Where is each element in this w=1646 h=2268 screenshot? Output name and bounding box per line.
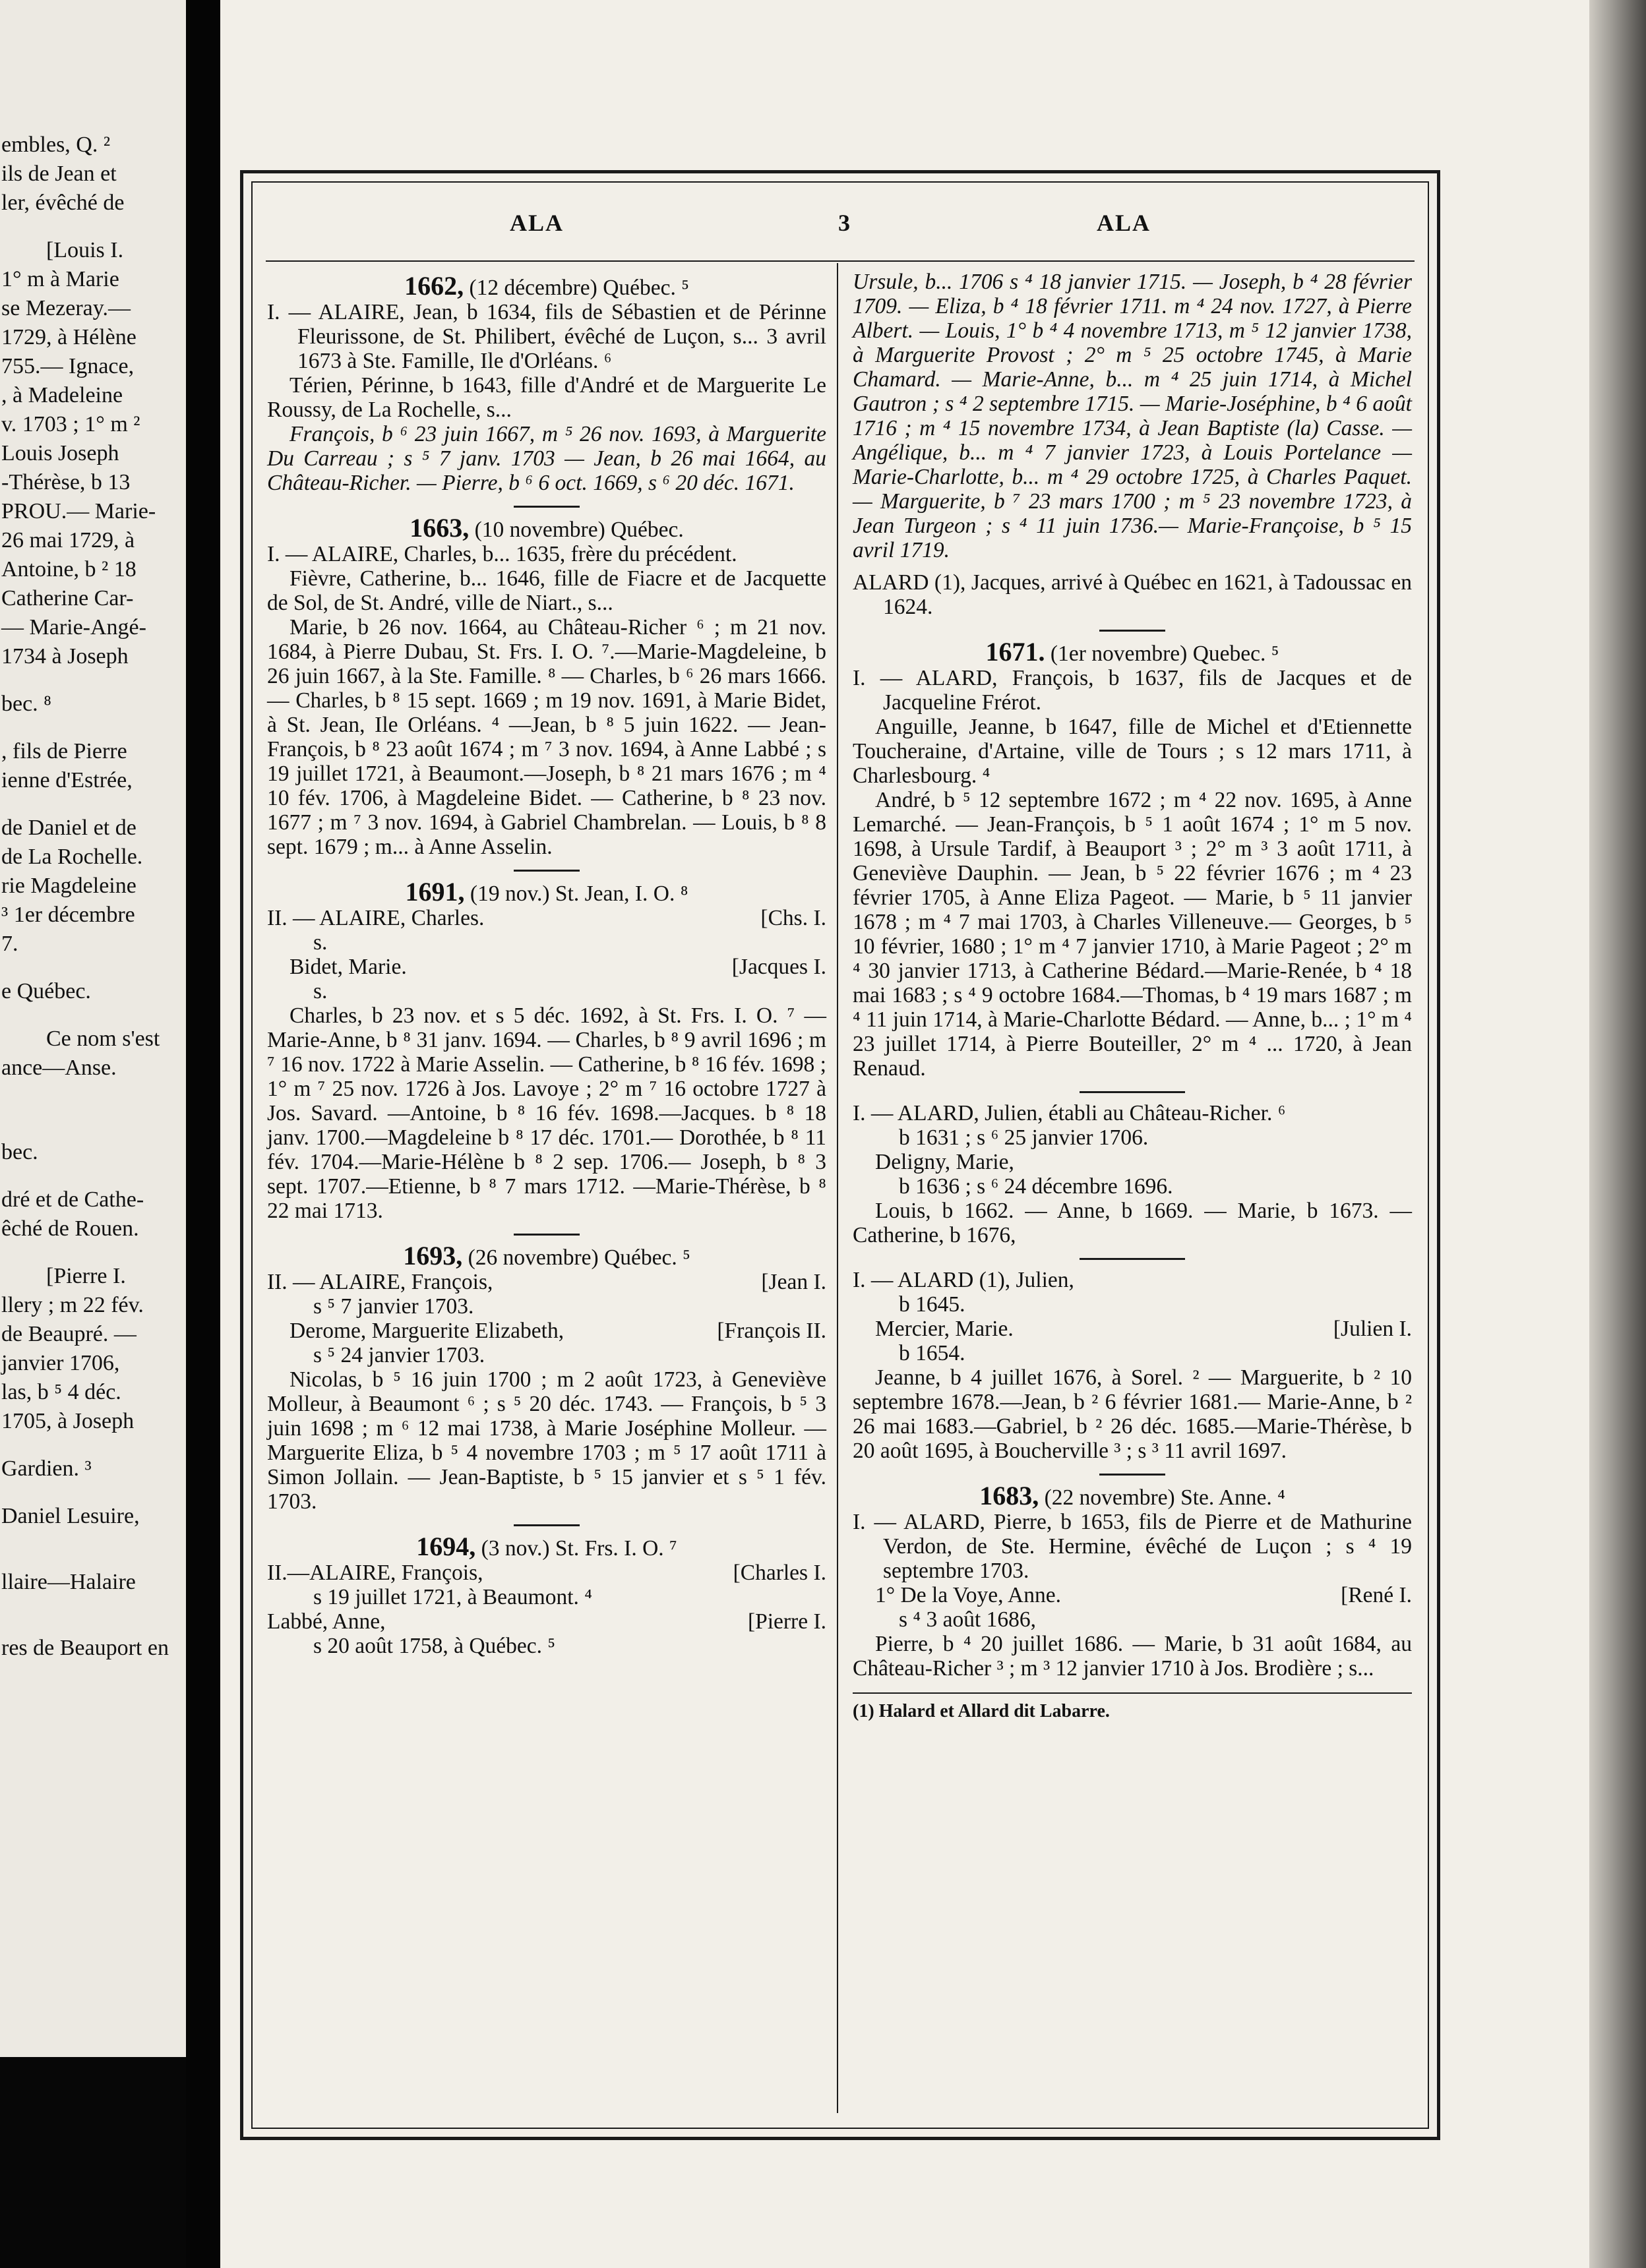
entry-heading: 1662, (12 décembre) Québec. ⁵: [404, 271, 689, 301]
entry-children: Charles, b 23 nov. et s 5 déc. 1692, à St. Frs. I. O. ⁷ — Marie-Anne, b ⁸ 31 janv. 1694. — Charles, b ⁸ 9 avril 1696 ; m ⁷ 16 nov. 1722 à Marie Asselin. — Catherine, b ⁸ 16 fév. 1698 ; 1° m ⁷ 25 nov. 1726 à Jos. Lavoye ; 2° m ⁷ 16 octobre 1727 à Jos. Savard. —Antoine, b ⁸ 16 fév. 1698.—Jacques. b ⁸ 18 janv. 1700.—Magdeleine b ⁸ 17 déc. 1701.— Dorothée, b ⁸ 11 fév. 1704.—Marie-Hélène b ⁸ 2 sep. 1706.— Joseph, b ⁸ 3 sept. 1707.—Etienne, b ⁸ 7 mars 1712. —Marie-Thérèse, b ⁸ 22 mai 1713.: [267, 1003, 826, 1223]
entry-heading: 1683, (22 novembre) Ste. Anne. ⁴: [979, 1481, 1285, 1510]
entry-line: ALARD (1), Jacques, arrivé à Québec en 1621, à Tadoussac en 1624.: [853, 570, 1412, 619]
header-rule: [266, 260, 1415, 262]
entry-children: Louis, b 1662. — Anne, b 1669. — Marie, b 1673. — Catherine, b 1676,: [853, 1199, 1412, 1247]
entry-line: Mercier, Marie. [Julien I.: [875, 1317, 1412, 1341]
previous-page-line: rie Magdeleine: [1, 874, 137, 898]
entry-line: b 1631 ; s ⁶ 25 janvier 1706.: [899, 1125, 1149, 1150]
previous-page-line: ance—Anse.: [1, 1056, 117, 1080]
entry-line: II. — ALAIRE, Charles. [Chs. I.: [267, 906, 826, 930]
left-column: [267, 270, 826, 1658]
entry-line: I. — ALAIRE, Jean, b 1634, fils de Sébastien et de Périnne Fleurissone, de St. Philibert, évêché de Luçon, s... 3 avril 1673 à Ste. Famille, Ile d'Orléans. ⁶: [267, 300, 826, 373]
entry-line: II.—ALAIRE, François, [Charles I.: [267, 1561, 826, 1585]
header-left-keyword: ALA: [510, 210, 564, 236]
previous-page-line: — Marie-Angé-: [1, 615, 146, 640]
separator-rule: [1099, 630, 1165, 632]
header-right-keyword: ALA: [1097, 210, 1151, 236]
previous-page-line: de Daniel et de: [1, 816, 137, 840]
previous-page-line: llaire—Halaire: [1, 1570, 136, 1594]
entry-line: I. — ALARD, François, b 1637, fils de Jacques et de Jacqueline Frérot.: [853, 666, 1412, 715]
previous-page-line: bec. ⁸: [1, 692, 52, 716]
entry-line: 1° De la Voye, Anne. [René I.: [875, 1583, 1412, 1607]
entry-children: Jeanne, b 4 juillet 1676, à Sorel. ² — Marguerite, b ² 10 septembre 1678.—Jean, b ² 6 février 1681.— Marie-Anne, b ² 26 mai 1683.—Gabriel, b ² 26 déc. 1685.—Marie-Thérèse, b 20 août 1695, à Boucherville ³ ; s ³ 11 avril 1697.: [853, 1365, 1412, 1463]
page-edge-shadow: [1589, 0, 1646, 2268]
column-divider: [837, 263, 838, 2113]
entry-line: Labbé, Anne, [Pierre I.: [267, 1609, 826, 1634]
page-frame-inner: [251, 181, 1429, 2129]
previous-page-line: [Pierre I.: [46, 1264, 126, 1288]
separator-rule: [514, 1524, 580, 1526]
previous-page-line: Antoine, b ² 18: [1, 557, 137, 582]
entry-heading: 1691, (19 nov.) St. Jean, I. O. ⁸: [405, 877, 688, 907]
previous-page-line: bec.: [1, 1140, 38, 1164]
separator-rule: [514, 1234, 580, 1236]
previous-page-fragment: [0, 0, 186, 2057]
entry-line: Fièvre, Catherine, b... 1646, fille de Fiacre et de Jacquette de Sol, de St. André, ville de Niart., s...: [267, 566, 826, 615]
entry-heading: 1694, (3 nov.) St. Frs. I. O. ⁷: [416, 1532, 677, 1561]
entry-children: Ursule, b... 1706 s ⁴ 18 janvier 1715. — Joseph, b ⁴ 28 février 1709. — Eliza, b ⁴ 18 février 1711. m ⁴ 24 nov. 1727, à Pierre Albert. — Louis, 1° b ⁴ 4 novembre 1713, m ⁵ 12 janvier 1738, à Marguerite Provost ; 2° m ⁵ 25 octobre 1745, à Marie Chamard. — Marie-Anne, b... m ⁴ 25 juin 1714, à Michel Gautron ; s ⁴ 2 septembre 1715. — Marie-Joséphine, b ⁴ 6 août 1716 ; m ⁴ 15 novembre 1734, à Jean Baptiste (la) Casse. — Angélique, b... m ⁴ 7 janvier 1723, à Louis Portelance — Marie-Charlotte, b... m ⁴ 29 octobre 1725, à Charles Paquet. — Marguerite, b ⁷ 23 mars 1700 ; m ⁵ 23 novembre 1723, à Jean Turgeon ; s ⁴ 11 juin 1736.— Marie-Françoise, b ⁵ 15 avril 1719.: [853, 270, 1412, 562]
previous-page-line: e Québec.: [1, 979, 91, 1003]
entry-line: s ⁵ 7 janvier 1703.: [313, 1294, 474, 1319]
previous-page-line: êché de Rouen.: [1, 1216, 139, 1241]
entry-line: I. — ALARD, Pierre, b 1653, fils de Pierre et de Mathurine Verdon, de Ste. Hermine, évêché de Luçon ; s ⁴ 19 septembre 1703.: [853, 1510, 1412, 1583]
separator-rule: [514, 870, 580, 872]
previous-page-line: [Louis I.: [46, 238, 124, 262]
previous-page-line: , fils de Pierre: [1, 739, 127, 763]
previous-page-line: 1729, à Hélène: [1, 325, 137, 349]
previous-page-line: ils de Jean et: [1, 162, 117, 186]
separator-rule: [1080, 1091, 1185, 1093]
previous-page-line: 1734 à Joseph: [1, 644, 129, 669]
previous-page-line: 7.: [1, 932, 18, 956]
entry-children: André, b ⁵ 12 septembre 1672 ; m ⁴ 22 nov. 1695, à Anne Lemarché. — Jean-François, b ⁵ 1 août 1674 ; 1° m 5 nov. 1698, à Ursule Tardif, à Beauport ³ ; 2° m ³ 3 août 1711, à Geneviève Dauphin. — Jean, b ⁵ 22 février 1676 ; m ⁴ 23 février 1705, à Anne Eliza Pageot. — Marie, b ⁵ 11 janvier 1678 ; m ⁴ 7 mai 1703, à Charles Villeneuve.— Georges, b ⁵ 10 février, 1680 ; 1° m ⁴ 7 janvier 1710, à Marie Pageot ; 2° m ⁴ 30 janvier 1713, à Catherine Bédard.—Marie-Renée, b ⁴ 18 mai 1683 ; s ⁴ 9 octobre 1684.—Thomas, b ⁴ 19 mars 1687 ; m ⁴ 11 juin 1714, à Marie-Charlotte Bédard. — Anne, b... ; 1° m ⁴ 23 juillet 1714, à Pierre Bouteiller, 2° m ⁴ ... 1720, à Jean Renaud.: [853, 788, 1412, 1081]
entry-heading: 1663, (10 novembre) Québec.: [410, 513, 684, 543]
page-frame: [240, 170, 1440, 2140]
entry-line: Bidet, Marie. [Jacques I.: [290, 955, 826, 979]
entry-line: Deligny, Marie,: [875, 1150, 1014, 1174]
entry-line: s 20 août 1758, à Québec. ⁵: [313, 1634, 556, 1658]
previous-page-line: dré et de Cathe-: [1, 1187, 144, 1212]
entry-children: Marie, b 26 nov. 1664, au Château-Richer ⁶ ; m 21 nov. 1684, à Pierre Dubau, St. Frs. I. O. ⁷.—Marie-Magdeleine, b 26 juin 1667, à la Ste. Famille. ⁸ — Charles, b ⁶ 26 mars 1666. — Charles, b ⁸ 15 sept. 1669 ; m 19 nov. 1691, à Marie Bidet, à St. Jean, Ile Orléans. ⁴ —Jean, b ⁸ 5 juin 1622. — Jean-François, b ⁸ 23 août 1674 ; m ⁷ 3 nov. 1694, à Anne Labbé ; s 19 juillet 1721, à Beaumont.—Joseph, b ⁸ 21 mars 1676 ; m ⁴ 10 fév. 1706, à Magdeleine Bidet. — Catherine, b ⁸ 23 nov. 1677 ; m ⁷ 3 nov. 1694, à Gabriel Chambrelan. — Louis, b ⁸ 8 sept. 1679 ; m... à Anne Asselin.: [267, 615, 826, 859]
previous-page-line: 1705, à Joseph: [1, 1409, 135, 1433]
previous-page-line: ienne d'Estrée,: [1, 768, 133, 792]
entry-line: Anguille, Jeanne, b 1647, fille de Michel et d'Etiennette Toucheraine, d'Artaine, ville de Tours ; s 12 mars 1711, à Charlesbourg. ⁴: [853, 715, 1412, 788]
separator-rule: [514, 506, 580, 508]
separator-rule: [1099, 1474, 1165, 1476]
entry-children: François, b ⁶ 23 juin 1667, m ⁵ 26 nov. 1693, à Marguerite Du Carreau ; s ⁵ 7 janv. 1703 — Jean, b 26 mai 1664, au Château-Richer. — Pierre, b ⁶ 6 oct. 1669, s ⁶ 20 déc. 1671.: [267, 422, 826, 495]
entry-line: s.: [313, 930, 328, 955]
previous-page-line: ³ 1er décembre: [1, 903, 135, 927]
entry-line: II. — ALAIRE, François, [Jean I.: [267, 1270, 826, 1294]
previous-page-line: 26 mai 1729, à: [1, 528, 135, 552]
book-gutter: [186, 0, 220, 2268]
page-number: 3: [838, 210, 851, 236]
entry-heading: 1671. (1er novembre) Quebec. ⁵: [985, 637, 1279, 667]
previous-page-line: -Thérèse, b 13: [1, 470, 131, 494]
previous-page-line: Catherine Car-: [1, 586, 134, 611]
previous-page-line: embles, Q. ²: [1, 133, 111, 157]
entry-line: s ⁵ 24 janvier 1703.: [313, 1343, 485, 1367]
previous-page-line: Louis Joseph: [1, 441, 119, 465]
separator-rule: [1080, 1258, 1185, 1260]
entry-line: Derome, Marguerite Elizabeth, [François II.: [290, 1319, 826, 1343]
running-head: [266, 209, 1415, 249]
previous-page-line: de La Rochelle.: [1, 845, 143, 869]
entry-children: Pierre, b ⁴ 20 juillet 1686. — Marie, b 31 août 1684, au Château-Richer ³ ; m ³ 12 janvier 1710 à Jos. Brodière ; s...: [853, 1632, 1412, 1681]
previous-page-line: PROU.— Marie-: [1, 499, 156, 523]
previous-page-line: v. 1703 ; 1° m ²: [1, 412, 140, 436]
previous-page-line: 755.— Ignace,: [1, 354, 135, 378]
previous-page-line: de Beaupré. —: [1, 1322, 137, 1346]
previous-page-line: se Mezeray.—: [1, 296, 131, 320]
previous-page-line: janvier 1706,: [1, 1351, 120, 1375]
entry-heading: 1693, (26 novembre) Québec. ⁵: [403, 1241, 690, 1270]
previous-page-line: 1° m à Marie: [1, 267, 119, 291]
entry-line: s.: [313, 979, 328, 1003]
entry-line: b 1654.: [899, 1341, 965, 1365]
previous-page-line: llery ; m 22 fév.: [1, 1293, 144, 1317]
previous-page-line: Gardien. ³: [1, 1456, 92, 1481]
previous-page-line: ler, évêché de: [1, 191, 125, 215]
entry-line: I. — ALAIRE, Charles, b... 1635, frère du précédent.: [267, 542, 737, 566]
entry-line: Térien, Périnne, b 1643, fille d'André et de Marguerite Le Roussy, de La Rochelle, s...: [267, 373, 826, 422]
previous-page-line: , à Madeleine: [1, 383, 123, 407]
previous-page-line: Daniel Lesuire,: [1, 1504, 140, 1528]
book-page: [220, 0, 1589, 2268]
entry-line: s 19 juillet 1721, à Beaumont. ⁴: [313, 1585, 592, 1609]
previous-page-line: res de Beauport en: [1, 1636, 169, 1660]
right-column: [853, 270, 1412, 1723]
entry-children: Nicolas, b ⁵ 16 juin 1700 ; m 2 août 1723, à Geneviève Molleur, à Beaumont ⁶ ; s ⁵ 20 déc. 1743. — François, b ⁵ 3 juin 1698 ; m ⁶ 12 mai 1738, à Marie Joséphine Molleur. — Marguerite Eliza, b ⁵ 4 novembre 1703 ; m ⁵ 17 août 1711 à Simon Jollain. — Jean-Baptiste, b ⁵ 15 janvier et s ⁵ 1 fév. 1703.: [267, 1367, 826, 1514]
entry-line: s ⁴ 3 août 1686,: [899, 1607, 1037, 1632]
footnote: (1) Halard et Allard dit Labarre.: [853, 1701, 1110, 1721]
previous-page-line: las, b ⁵ 4 déc.: [1, 1380, 121, 1404]
entry-line: b 1645.: [899, 1292, 965, 1317]
footnote-rule: [853, 1692, 1412, 1694]
entry-line: I. — ALARD, Julien, établi au Château-Richer. ⁶: [853, 1101, 1286, 1125]
entry-line: b 1636 ; s ⁶ 24 décembre 1696.: [899, 1174, 1173, 1199]
previous-page-line: Ce nom s'est: [46, 1027, 160, 1051]
entry-line: I. — ALARD (1), Julien,: [853, 1268, 1074, 1292]
